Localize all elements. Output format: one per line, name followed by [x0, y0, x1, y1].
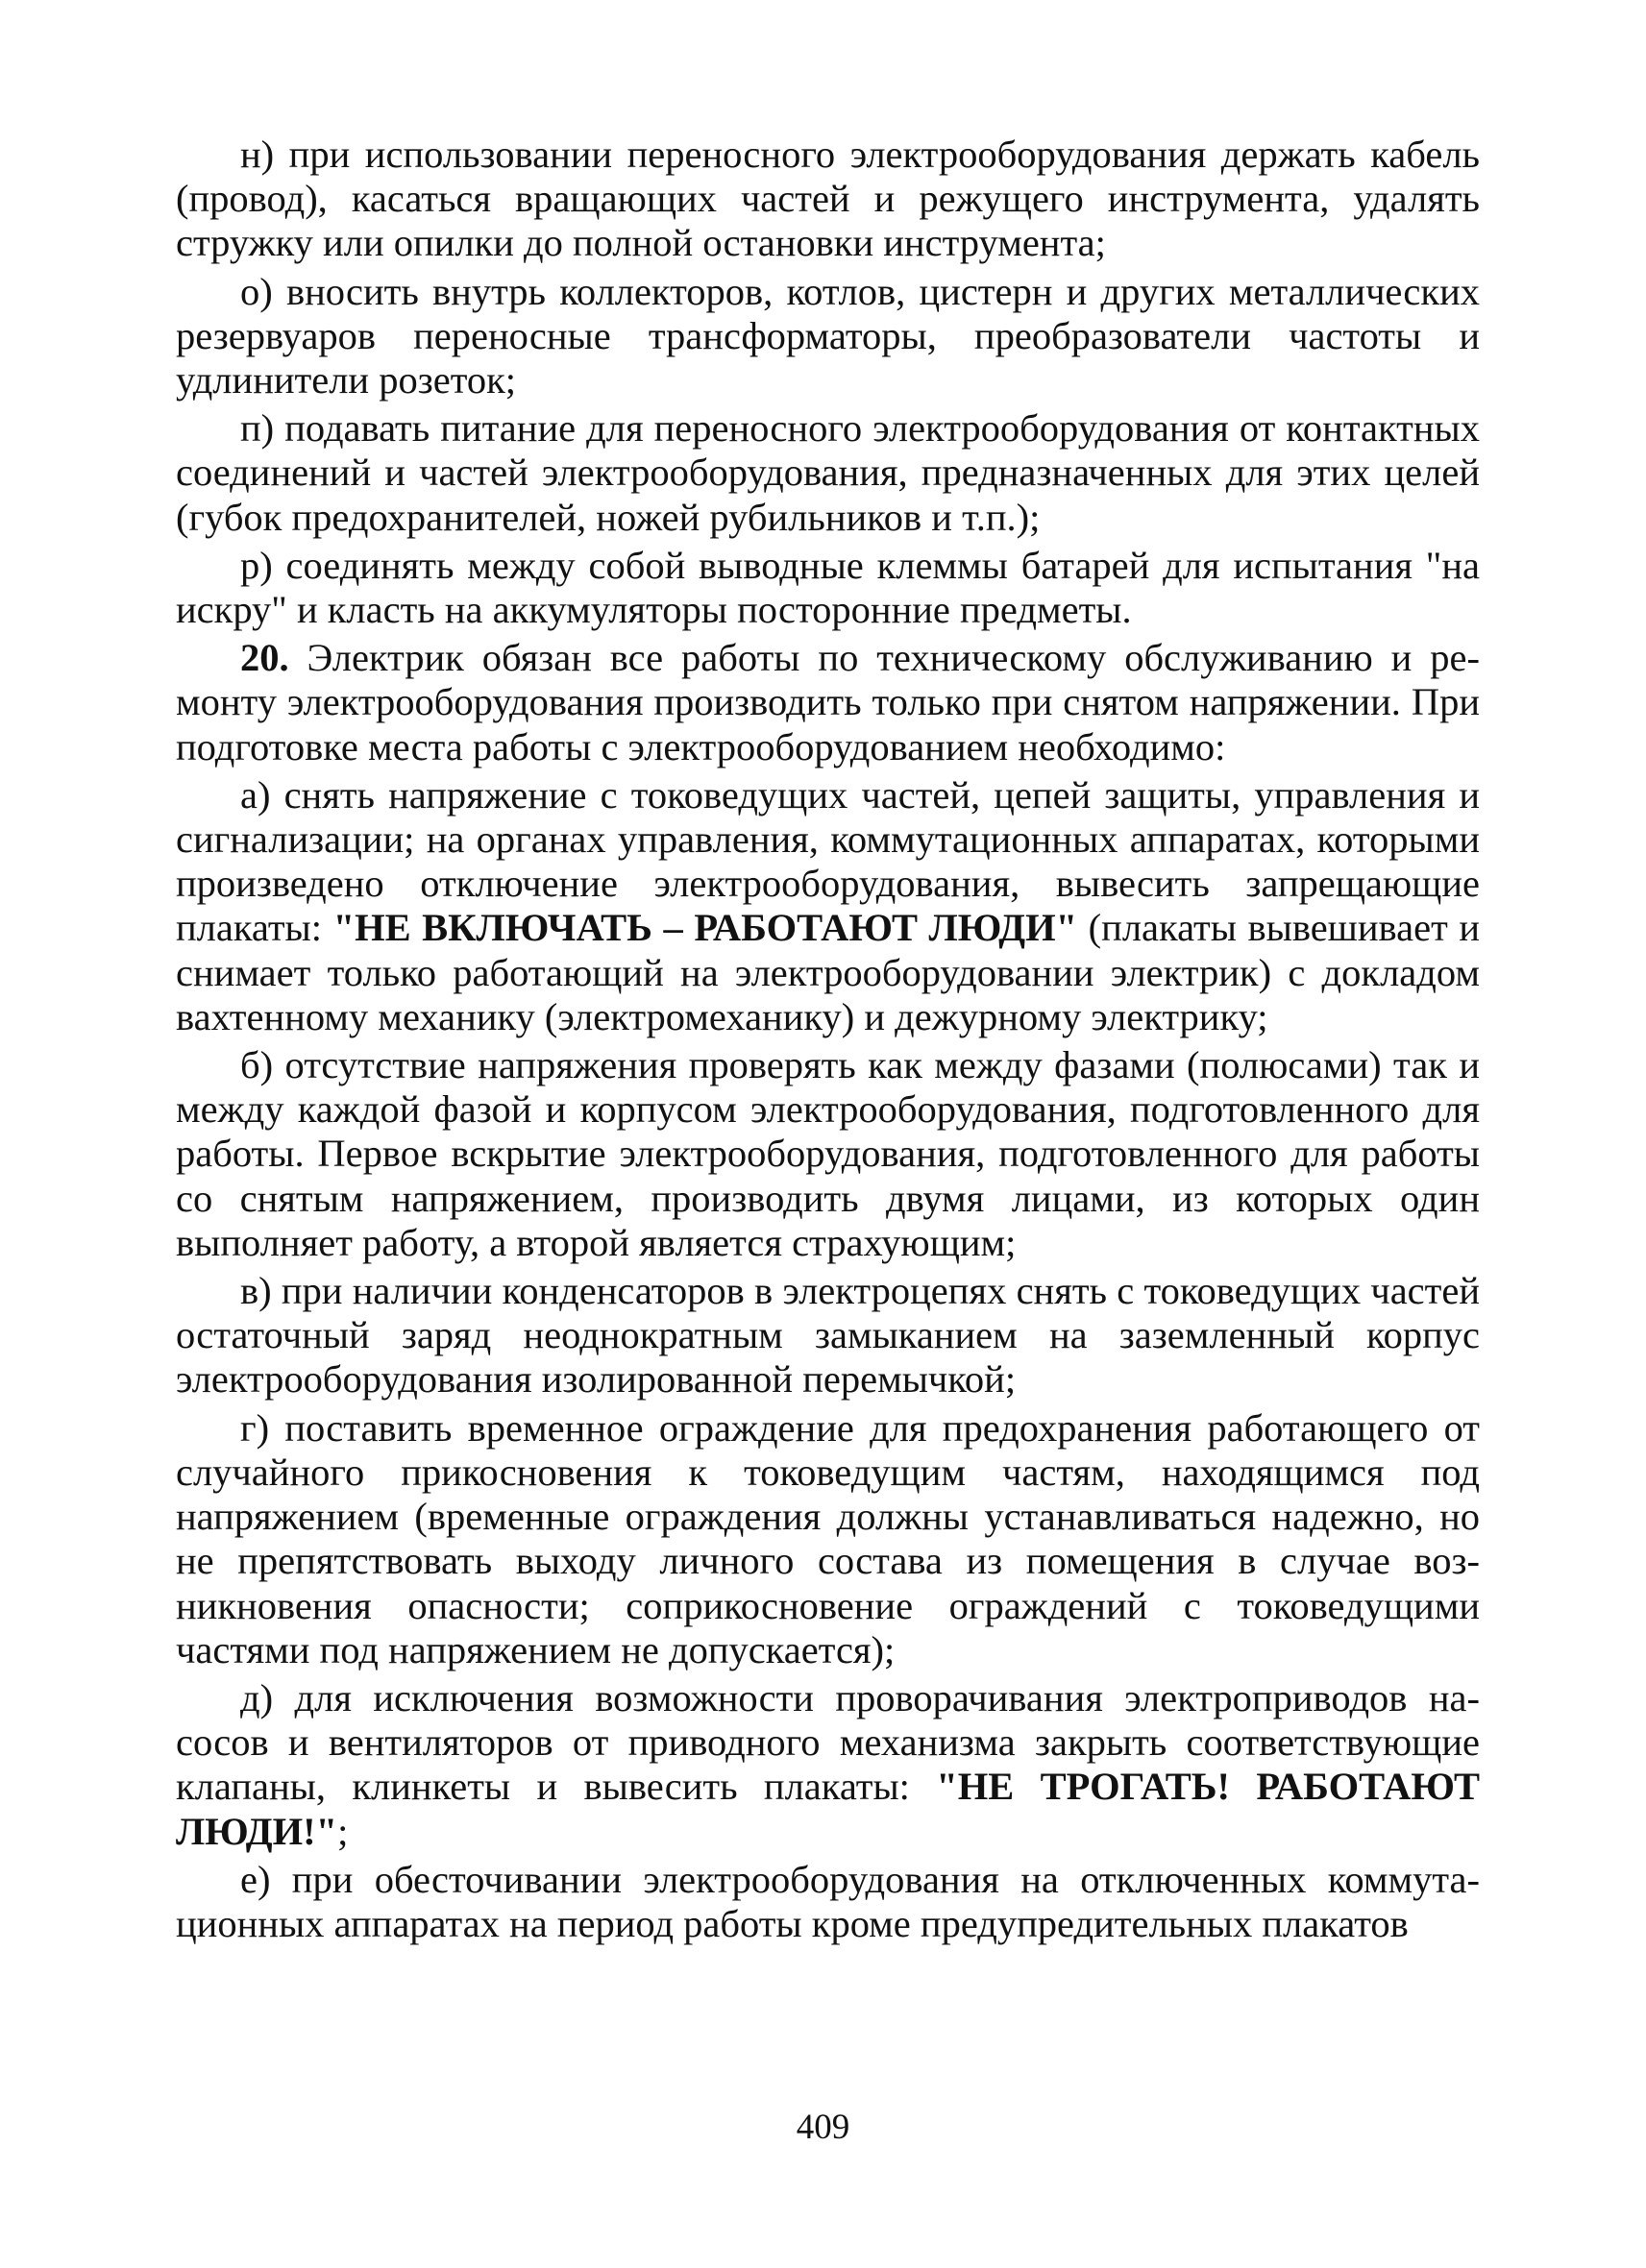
page-number: 409: [796, 2108, 850, 2147]
paragraph-text: р) соединять между собой выводные клеммы батарей для испытания "на искру" и класть на аккумуляторы посторонние предметы.: [176, 543, 1480, 632]
paragraph-text: а) снять напряжение с токоведущих частей, цепей защиты, управления и сигнализации; на органах управления, коммутационных аппаратах, которыми произведено отключение электрооборудования, вывесить запрещающие плакаты:: [176, 772, 1480, 950]
paragraph-text: е) при обесточивании электрооборудования на отключенных коммутационных аппаратах на период работы кроме предупредительных плакатов: [176, 1857, 1480, 1945]
paragraph-v: [176, 1269, 1480, 1402]
paragraph-text: г) поставить временное ограждение для предохранения работающего от случайного прикосновения к токоведущим частям, находящимся под напряжением (временные ограждения должны устанавливаться надежно, но не препятствовать выходу личного состава из помещения в случае возникновения опасности; соприкосновение ограждений с токоведущими частями под напряжением не допускается);: [176, 1405, 1480, 1671]
paragraph-b: [176, 1043, 1480, 1265]
paragraph-text-tail: Электрик обязан все работы по техническому обслуживанию и ремонту электрооборудования производить только при снятом напряжении. При подготовке места работы с электрооборудованием необходимо:: [176, 636, 1480, 768]
paragraph-text-tail: (плакаты вывешивает и снимает только работающий на электрооборудовании электрик) с докладом вахтенному механику (электромеханику) и дежурному электрику;: [176, 906, 1481, 1038]
paragraph-text: н) при использовании переносного электрооборудования держать кабель (провод), касаться вращающих частей и режущего инструмента, удалять стружку или опилки до полной остановки инструмента;: [176, 133, 1480, 265]
paragraph-text: п) подавать питание для переносного электрооборудования от контактных соединений и частей электрооборудования, предназначенных для этих целей (губок предохранителей, ножей рубильников и т.п.);: [176, 406, 1480, 539]
paragraph-e: [176, 1858, 1480, 1946]
paragraph-a: [176, 773, 1480, 1039]
warning-sign-text: "НЕ ТРОГАТЬ! РАБОТАЮТ ЛЮДИ!": [176, 1765, 1480, 1853]
paragraph-p: [176, 406, 1480, 540]
paragraph-r: [176, 544, 1480, 632]
paragraph-section-20: [176, 636, 1480, 769]
paragraph-text-tail: ;: [337, 1809, 349, 1853]
paragraph-d: [176, 1676, 1480, 1854]
paragraph-text: о) вносить внутрь коллекторов, котлов, цистерн и других металлических резервуаров переносные трансформаторы, преобразователи частоты и удлинители розеток;: [176, 269, 1480, 402]
paragraph-o: [176, 270, 1480, 403]
paragraph-g: [176, 1406, 1480, 1672]
warning-sign-text: "НЕ ВКЛЮЧАТЬ – РАБОТАЮТ ЛЮДИ": [332, 906, 1078, 950]
document-page: [176, 133, 1480, 1950]
section-number: 20.: [240, 636, 289, 680]
paragraph-n: [176, 133, 1480, 266]
paragraph-text: д) для исключения возможности проворачивания электроприводов насосов и вентиляторов от приводного механизма закрыть соответствующие клапаны, клинкеты и вывесить плакаты:: [176, 1675, 1480, 1809]
paragraph-text: в) при наличии конденсаторов в электроцепях снять с токоведущих частей остаточный заряд неоднократным замыканием на заземленный корпус электрооборудования изолированной перемычкой;: [176, 1269, 1480, 1402]
paragraph-text: б) отсутствие напряжения проверять как между фазами (полюсами) так и между каждой фазой и корпусом электрооборудования, подготовленного для работы. Первое вскрытие электрооборудования, подготовленного для работы со снятым напряжением, производить двумя лицами, из которых один выполняет работу, а второй является страхующим;: [176, 1043, 1480, 1264]
